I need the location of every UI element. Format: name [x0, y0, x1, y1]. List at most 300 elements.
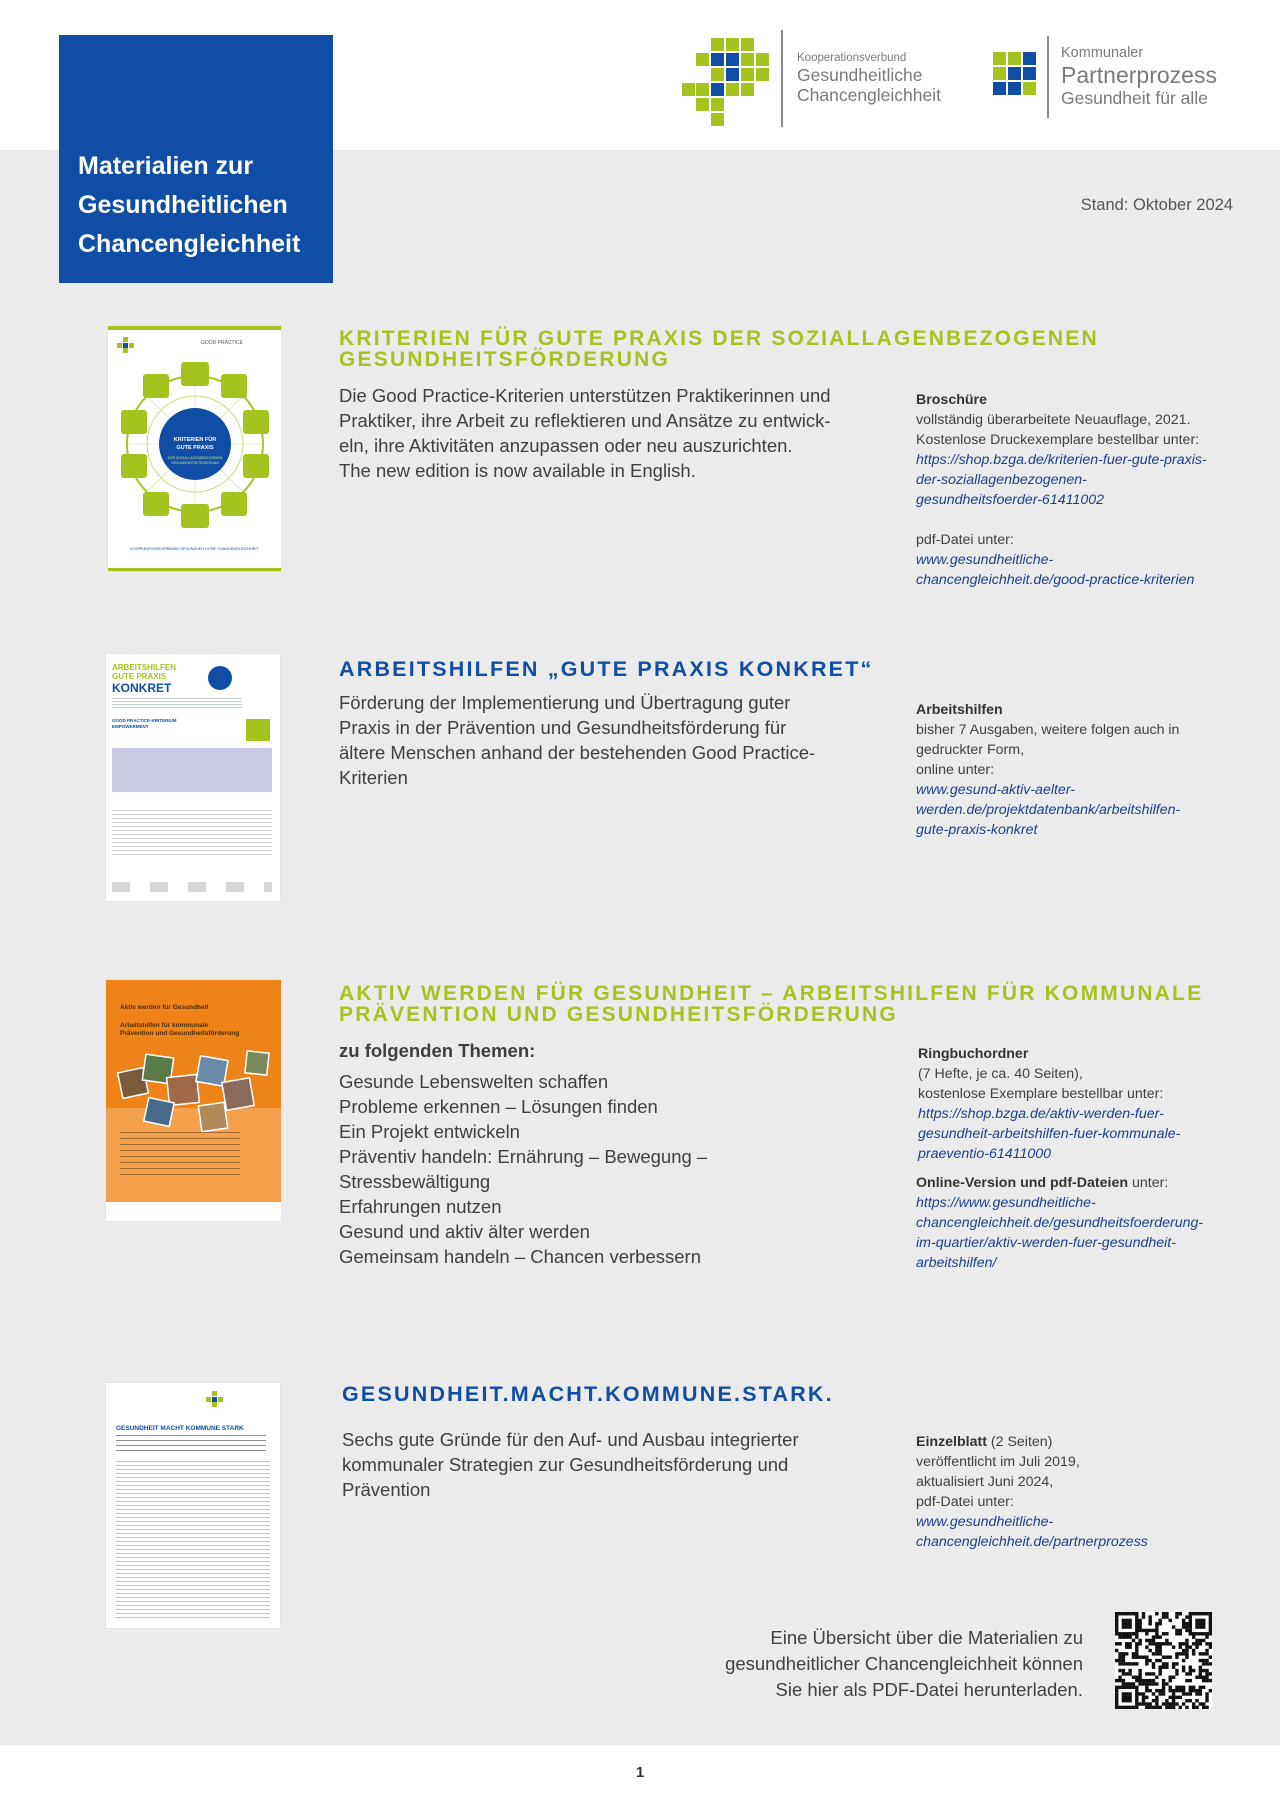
qr-module: [1205, 1649, 1208, 1652]
qr-module: [1122, 1619, 1125, 1622]
qr-module: [1179, 1645, 1182, 1648]
qr-module: [1128, 1662, 1131, 1665]
qr-module: [1165, 1662, 1168, 1665]
qr-module: [1185, 1672, 1188, 1675]
link-line[interactable]: chancengleichheit.de/gesundheitsfoerderung-: [916, 1215, 1204, 1231]
qr-module: [1148, 1706, 1151, 1709]
qr-module: [1115, 1686, 1118, 1689]
qr-module: [1152, 1682, 1155, 1685]
topics-heading: zu folgenden Themen:: [339, 1040, 536, 1061]
qr-module: [1199, 1652, 1202, 1655]
qr-module: [1209, 1672, 1212, 1675]
pdf-link[interactable]: [916, 550, 1207, 590]
qr-module: [1142, 1615, 1145, 1618]
qr-module: [1125, 1682, 1128, 1685]
cover-footer-strip: [106, 1202, 281, 1221]
qr-module: [1158, 1669, 1161, 1672]
qr-module: [1199, 1686, 1202, 1689]
qr-module: [1122, 1672, 1125, 1675]
material-type: Ringbuchordner: [918, 1046, 1029, 1062]
logo2-line2: Partnerprozess: [1061, 62, 1217, 88]
qr-module: [1182, 1619, 1185, 1622]
qr-module: [1135, 1706, 1138, 1709]
qr-module: [1125, 1632, 1128, 1635]
qr-module: [1132, 1612, 1135, 1615]
qr-module: [1152, 1692, 1155, 1695]
qr-module: [1128, 1692, 1131, 1695]
qr-module: [1145, 1689, 1148, 1692]
qr-module: [1158, 1642, 1161, 1645]
qr-module: [1185, 1649, 1188, 1652]
qr-module: [1145, 1639, 1148, 1642]
qr-module: [1128, 1706, 1131, 1709]
body-line: Die Good Practice-Kriterien unterstützen Praktikerinnen und: [339, 385, 831, 406]
side-line: bisher 7 Ausgaben, weitere folgen auch in: [916, 722, 1180, 738]
qr-module: [1135, 1696, 1138, 1699]
qr-module: [1122, 1625, 1125, 1628]
cover-text-block: [112, 698, 242, 708]
qr-module: [1195, 1642, 1198, 1645]
qr-module: [1138, 1622, 1141, 1625]
qr-module: [1192, 1669, 1195, 1672]
qr-module: [1165, 1666, 1168, 1669]
qr-module: [1155, 1702, 1158, 1705]
link-line[interactable]: im-quartier/aktiv-werden-fuer-gesundheit-: [916, 1235, 1176, 1251]
qr-module: [1122, 1706, 1125, 1709]
link-line[interactable]: gesundheit-arbeitshilfen-fuer-kommunale-: [918, 1126, 1181, 1142]
link-line[interactable]: chancengleichheit.de/partnerprozess: [916, 1534, 1148, 1550]
qr-module: [1162, 1689, 1165, 1692]
qr-module: [1205, 1696, 1208, 1699]
qr-module: [1172, 1696, 1175, 1699]
qr-module: [1115, 1619, 1118, 1622]
qr-module: [1205, 1652, 1208, 1655]
qr-module: [1125, 1642, 1128, 1645]
qr-module: [1205, 1632, 1208, 1635]
qr-module: [1199, 1669, 1202, 1672]
qr-module: [1199, 1622, 1202, 1625]
link-line[interactable]: https://www.gesundheitliche-: [916, 1195, 1096, 1211]
qr-module: [1182, 1689, 1185, 1692]
material-type-rest: (2 Seiten): [986, 1434, 1053, 1450]
link-line[interactable]: praeventio-61411000: [918, 1146, 1052, 1162]
qr-module: [1185, 1615, 1188, 1618]
qr-module: [1155, 1649, 1158, 1652]
pdf-label: pdf-Datei unter:: [916, 532, 1014, 548]
qr-module: [1185, 1642, 1188, 1645]
topic-item: Erfahrungen nutzen: [339, 1196, 502, 1217]
body-line: The new edition is now available in English.: [339, 460, 696, 481]
qr-module: [1142, 1696, 1145, 1699]
qr-module: [1145, 1645, 1148, 1648]
qr-module: [1162, 1679, 1165, 1682]
qr-module: [1138, 1629, 1141, 1632]
qr-module: [1122, 1659, 1125, 1662]
qr-module: [1125, 1699, 1128, 1702]
qr-module: [1179, 1696, 1182, 1699]
qr-module: [1179, 1706, 1182, 1709]
qr-module: [1125, 1622, 1128, 1625]
link-line[interactable]: chancengleichheit.de/good-practice-kriterien: [916, 572, 1195, 588]
online-link[interactable]: [916, 1193, 1203, 1273]
link-line[interactable]: www.gesundheitliche-: [916, 1514, 1054, 1530]
cover-top-label: GOOD PRACTICE: [201, 340, 243, 346]
body-line: Prävention: [342, 1479, 431, 1500]
qr-module: [1135, 1645, 1138, 1648]
title-line: ARBEITSHILFEN „GUTE PRAXIS KONKRET“: [339, 657, 874, 681]
qr-module: [1195, 1639, 1198, 1642]
qr-module: [1135, 1642, 1138, 1645]
qr-module: [1132, 1655, 1135, 1658]
cover-plug-icon: [246, 719, 270, 741]
qr-module: [1199, 1666, 1202, 1669]
qr-module: [1122, 1632, 1125, 1635]
title-line: Chancengleichheit: [78, 230, 301, 258]
cover-quote-box: [112, 748, 272, 792]
qr-module: [1182, 1702, 1185, 1705]
qr-module: [1202, 1686, 1205, 1689]
qr-module: [1185, 1679, 1188, 1682]
qr-module: [1148, 1615, 1151, 1618]
qr-module: [1205, 1612, 1208, 1615]
qr-module: [1145, 1659, 1148, 1662]
qr-module: [1118, 1655, 1121, 1658]
qr-module: [1209, 1642, 1212, 1645]
qr-module: [1155, 1622, 1158, 1625]
qr-module: [1202, 1679, 1205, 1682]
qr-module: [1179, 1686, 1182, 1689]
topic-item: Gesunde Lebenswelten schaffen: [339, 1071, 609, 1092]
qr-module: [1195, 1632, 1198, 1635]
qr-module: [1205, 1679, 1208, 1682]
qr-module: [1142, 1612, 1145, 1615]
qr-module: [1145, 1686, 1148, 1689]
qr-module: [1122, 1662, 1125, 1665]
online-link[interactable]: [916, 780, 1180, 840]
qr-module: [1185, 1629, 1188, 1632]
link-line[interactable]: der-soziallagenbezogenen-: [916, 472, 1087, 488]
qr-module: [1135, 1652, 1138, 1655]
material-type: Einzelblatt: [916, 1434, 987, 1450]
qr-module: [1185, 1639, 1188, 1642]
qr-module: [1202, 1622, 1205, 1625]
qr-module: [1135, 1615, 1138, 1618]
qr-module: [1175, 1632, 1178, 1635]
qr-module: [1115, 1625, 1118, 1628]
material-type: Arbeitshilfen: [916, 702, 1003, 718]
qr-module: [1205, 1706, 1208, 1709]
link-line[interactable]: www.gesundheitliche-: [916, 552, 1054, 568]
qr-module: [1195, 1622, 1198, 1625]
qr-module: [1192, 1635, 1195, 1638]
qr-module: [1205, 1642, 1208, 1645]
qr-module: [1165, 1682, 1168, 1685]
side-line: pdf-Datei unter:: [916, 1494, 1014, 1510]
qr-module: [1118, 1676, 1121, 1679]
qr-module: [1155, 1642, 1158, 1645]
side-line: vollständig überarbeitete Neuauflage, 2021.: [916, 412, 1191, 428]
qr-module: [1179, 1632, 1182, 1635]
qr-module: [1189, 1645, 1192, 1648]
qr-module: [1132, 1706, 1135, 1709]
qr-module: [1135, 1635, 1138, 1638]
qr-module: [1172, 1676, 1175, 1679]
cover-aktiv-werden[interactable]: [106, 980, 281, 1221]
qr-module: [1135, 1632, 1138, 1635]
topic-item: Stressbewältigung: [339, 1171, 491, 1192]
qr-module: [1199, 1676, 1202, 1679]
cover-logo-icon: [206, 1391, 226, 1407]
qr-module: [1185, 1652, 1188, 1655]
qr-module: [1128, 1696, 1131, 1699]
qr-module: [1172, 1666, 1175, 1669]
qr-module: [1189, 1699, 1192, 1702]
qr-module: [1155, 1632, 1158, 1635]
qr-module: [1125, 1696, 1128, 1699]
qr-module: [1125, 1706, 1128, 1709]
cover-kommune-stark[interactable]: [106, 1383, 280, 1628]
qr-module: [1125, 1662, 1128, 1665]
qr-module: [1148, 1622, 1151, 1625]
side-info-arbeitshilfen: [916, 700, 1180, 840]
shop-link[interactable]: [916, 450, 1207, 510]
qr-module: [1158, 1692, 1161, 1695]
qr-module: [1145, 1696, 1148, 1699]
qr-module: [1165, 1639, 1168, 1642]
stand-date: Stand: Oktober 2024: [1080, 196, 1233, 214]
qr-module: [1202, 1706, 1205, 1709]
link-line[interactable]: arbeitshilfen/: [916, 1255, 997, 1271]
qr-module: [1172, 1706, 1175, 1709]
cover-arrow-icon: [208, 666, 232, 690]
kooperationsverbund-logo[interactable]: [682, 36, 772, 131]
logo1-line2: Gesundheitliche: [797, 65, 923, 85]
side-line: kostenlose Exemplare bestellbar unter:: [918, 1086, 1164, 1102]
qr-module: [1152, 1642, 1155, 1645]
cross-grid-logo-icon: [682, 36, 772, 126]
section-title-aktiv-werden: [339, 983, 1203, 1025]
qr-module: [1115, 1642, 1118, 1645]
qr-module: [1145, 1662, 1148, 1665]
side-info-kriterien: [916, 390, 1207, 590]
qr-module: [1118, 1669, 1121, 1672]
qr-module: [1158, 1706, 1161, 1709]
title-line: KRITERIEN FÜR GUTE PRAXIS DER SOZIALLAGENBEZOGENEN: [339, 327, 1099, 350]
qr-module: [1209, 1689, 1212, 1692]
qr-module: [1128, 1635, 1131, 1638]
qr-module: [1152, 1652, 1155, 1655]
qr-module: [1152, 1699, 1155, 1702]
qr-module: [1128, 1642, 1131, 1645]
link-line[interactable]: gesundheitsfoerder-61411002: [916, 492, 1105, 508]
cover-kriterien[interactable]: [108, 326, 281, 571]
qr-module: [1205, 1659, 1208, 1662]
link-line[interactable]: https://shop.bzga.de/kriterien-fuer-gute-praxis-: [916, 452, 1207, 468]
cover-arbeitshilfen[interactable]: [106, 654, 280, 901]
qr-module: [1148, 1672, 1151, 1675]
section-title-arbeitshilfen: [339, 657, 874, 681]
qr-module: [1192, 1686, 1195, 1689]
qr-module: [1189, 1666, 1192, 1669]
overview-text: [725, 1625, 1083, 1703]
qr-module: [1195, 1612, 1198, 1615]
partnerprozess-logo[interactable]: [993, 52, 1037, 101]
qr-module: [1169, 1686, 1172, 1689]
qr-code-icon[interactable]: [1115, 1612, 1212, 1709]
qr-module: [1199, 1642, 1202, 1645]
cover-footer-logos: [112, 882, 272, 892]
qr-module: [1179, 1629, 1182, 1632]
qr-module: [1205, 1669, 1208, 1672]
qr-module: [1128, 1645, 1131, 1648]
qr-module: [1202, 1625, 1205, 1628]
qr-module: [1192, 1652, 1195, 1655]
qr-module: [1135, 1699, 1138, 1702]
qr-module: [1175, 1686, 1178, 1689]
pdf-link[interactable]: [916, 1512, 1148, 1552]
qr-module: [1142, 1699, 1145, 1702]
overview-line: Eine Übersicht über die Materialien zu: [770, 1627, 1083, 1648]
qr-module: [1155, 1629, 1158, 1632]
topic-item: Probleme erkennen – Lösungen finden: [339, 1096, 658, 1117]
qr-module: [1152, 1706, 1155, 1709]
qr-module: [1125, 1619, 1128, 1622]
qr-module: [1182, 1622, 1185, 1625]
qr-module: [1182, 1642, 1185, 1645]
qr-module: [1148, 1659, 1151, 1662]
qr-module: [1145, 1632, 1148, 1635]
link-line[interactable]: www.gesund-aktiv-aelter-: [916, 782, 1076, 798]
qr-module: [1169, 1706, 1172, 1709]
qr-module: [1115, 1622, 1118, 1625]
qr-module: [1125, 1645, 1128, 1648]
qr-module: [1205, 1662, 1208, 1665]
qr-module: [1118, 1642, 1121, 1645]
qr-module: [1192, 1612, 1195, 1615]
qr-module: [1175, 1696, 1178, 1699]
qr-module: [1209, 1655, 1212, 1658]
cover-text-block: [116, 1461, 270, 1621]
qr-module: [1152, 1672, 1155, 1675]
shop-link[interactable]: [918, 1104, 1180, 1164]
logo2-line1: Kommunaler: [1061, 45, 1144, 61]
qr-module: [1162, 1692, 1165, 1695]
qr-module: [1185, 1655, 1188, 1658]
link-line[interactable]: werden.de/projektdatenbank/arbeitshilfen-: [916, 802, 1181, 818]
qr-module: [1138, 1679, 1141, 1682]
qr-module: [1185, 1625, 1188, 1628]
qr-module: [1209, 1612, 1212, 1615]
qr-module: [1138, 1625, 1141, 1628]
qr-module: [1145, 1702, 1148, 1705]
qr-module: [1165, 1615, 1168, 1618]
qr-module: [1199, 1689, 1202, 1692]
qr-module: [1115, 1696, 1118, 1699]
qr-module: [1155, 1706, 1158, 1709]
title-line: AKTIV WERDEN FÜR GESUNDHEIT – ARBEITSHILFEN FÜR KOMMUNALE: [339, 982, 1204, 1005]
qr-module: [1138, 1655, 1141, 1658]
qr-module: [1132, 1632, 1135, 1635]
qr-module: [1118, 1662, 1121, 1665]
qr-module: [1165, 1702, 1168, 1705]
qr-module: [1138, 1669, 1141, 1672]
qr-module: [1172, 1645, 1175, 1648]
qr-module: [1148, 1639, 1151, 1642]
topics-list: [339, 1069, 707, 1269]
section-body-kriterien: [339, 383, 831, 483]
online-label: [916, 1173, 1203, 1193]
side-info-aktiv-werden: [918, 1044, 1180, 1164]
qr-module: [1152, 1679, 1155, 1682]
online-label-bold: Online-Version und pdf-Dateien: [916, 1175, 1129, 1191]
qr-module: [1115, 1615, 1118, 1618]
cover-line: ARBEITSHILFEN: [112, 663, 176, 672]
qr-module: [1189, 1615, 1192, 1618]
cover-sub: GOOD PRACTICE-KRITERIUM: [112, 718, 177, 723]
qr-module: [1189, 1632, 1192, 1635]
qr-module: [1135, 1629, 1138, 1632]
qr-module: [1195, 1676, 1198, 1679]
qr-module: [1158, 1619, 1161, 1622]
qr-module: [1118, 1686, 1121, 1689]
qr-module: [1138, 1642, 1141, 1645]
body-line: Kriterien: [339, 767, 408, 788]
qr-module: [1142, 1682, 1145, 1685]
qr-module: [1142, 1679, 1145, 1682]
qr-module: [1122, 1622, 1125, 1625]
cover-text-block: [112, 810, 272, 856]
title-line: Materialien zur: [78, 152, 254, 180]
cover-subtitle: DER SOZIALLAGENBEZOGENEN GESUNDHEITSFÖRDERUNG: [167, 456, 223, 465]
qr-module: [1122, 1696, 1125, 1699]
link-line[interactable]: https://shop.bzga.de/aktiv-werden-fuer-: [918, 1106, 1164, 1122]
logo-separator: [781, 30, 783, 127]
qr-module: [1148, 1629, 1151, 1632]
qr-module: [1145, 1682, 1148, 1685]
qr-module: [1195, 1706, 1198, 1709]
qr-module: [1132, 1662, 1135, 1665]
qr-module: [1202, 1612, 1205, 1615]
qr-module: [1199, 1692, 1202, 1695]
qr-module: [1202, 1659, 1205, 1662]
body-line: eln, ihre Aktivitäten anzupassen oder neu auszurichten.: [339, 435, 793, 456]
qr-module: [1199, 1659, 1202, 1662]
qr-module: [1158, 1666, 1161, 1669]
qr-module: [1172, 1699, 1175, 1702]
qr-module: [1172, 1692, 1175, 1695]
qr-module: [1189, 1669, 1192, 1672]
qr-module: [1189, 1686, 1192, 1689]
section-body-arbeitshilfen: [339, 690, 815, 790]
qr-module: [1199, 1625, 1202, 1628]
qr-module: [1118, 1679, 1121, 1682]
section-title-kommune-stark: [342, 1382, 834, 1406]
qr-module: [1202, 1676, 1205, 1679]
qr-module: [1152, 1666, 1155, 1669]
qr-module: [1205, 1676, 1208, 1679]
qr-module: [1165, 1642, 1168, 1645]
cover-topic-list: [120, 1132, 240, 1180]
link-line[interactable]: gute-praxis-konkret: [916, 822, 1038, 838]
side-line: (7 Hefte, je ca. 40 Seiten),: [918, 1066, 1083, 1082]
cover-footer: KOOPERATIONSVERBUND GESUNDHEITLICHE CHANCENGLEICHHEIT: [130, 547, 259, 551]
qr-module: [1182, 1666, 1185, 1669]
qr-module: [1135, 1649, 1138, 1652]
qr-module: [1118, 1659, 1121, 1662]
body-line: Sechs gute Gründe für den Auf- und Ausbau integrierter: [342, 1429, 799, 1450]
qr-module: [1128, 1699, 1131, 1702]
qr-module: [1175, 1669, 1178, 1672]
